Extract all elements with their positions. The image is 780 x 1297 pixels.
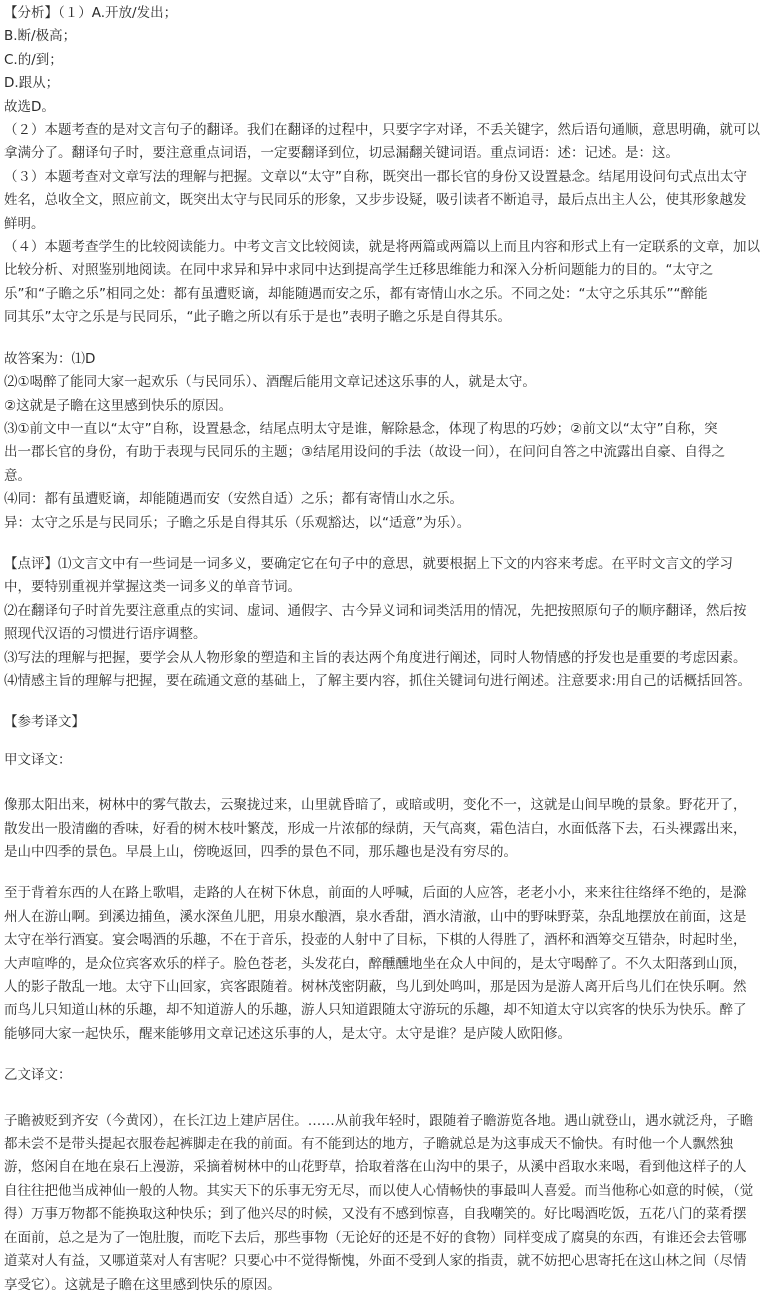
yi-line: 得）万事万物都不能换取这种快乐；到了他兴尽的时候，又没有不感到惊喜，自我嘲笑的。好比喝酒吃饭，五花八门的菜肴摆: [4, 1206, 747, 1223]
spacer: [4, 1046, 768, 1064]
jia-line: 州人在游山啊。到溪边捕鱼，溪水深鱼儿肥，用泉水酿酒，泉水香甜，酒水清澈，山中的野味野菜，杂乱地摆放在前面，这是: [4, 908, 747, 925]
jia-line: 太守在举行酒宴。宴会喝酒的乐趣，不在于音乐，投壶的人射中了目标，下棋的人得胜了，酒杯和酒筹交互错杂，时起时坐，: [4, 932, 747, 949]
reference-heading: 【参考译文】: [4, 714, 85, 731]
analysis-line: D.跟从；: [4, 75, 60, 92]
analysis-line: 鲜明。: [4, 215, 45, 232]
spacer: [4, 330, 768, 348]
analysis-line: C.的/到；: [4, 51, 63, 68]
jia-heading: 甲文译文：: [4, 751, 72, 768]
jia-line: 至于背着东西的人在路上歌唱，走路的人在树下休息，前面的人呼喊，后面的人应答，老老小小，来来往往络绎不绝的，是滁: [4, 885, 747, 902]
answer-line: ⑷同：都有虽遭贬谪，却能随遇而安（安然自适）之乐；都有寄情山水之乐。: [4, 491, 463, 508]
analysis-line: 乐”和“子瞻之乐”相同之处：都有虽遭贬谪，却能随遇而安之乐，都有寄情山水之乐。不同之处：“太守之乐其乐”“醉能: [4, 285, 708, 302]
yi-line: 享受它）。这就是子瞻在这里感到快乐的原因。: [4, 1276, 281, 1293]
yi-line: 自往往把他当成神仙一般的人物。其实天下的乐事无穷无尽，而以使人心情畅快的事最叫人喜爱。而当他称心如意的时候，（觉: [4, 1182, 754, 1199]
comment-line: ⑶写法的理解与把握，要学会从人物形象的塑造和主旨的表达两个角度进行阐述，同时人物情感的抒发也是重要的考虑因素。: [4, 649, 747, 666]
comment-line: 【点评】⑴文言文中有一些词是一词多义，要确定它在句子中的意思，就要根据上下文的内容来考虑。在平时文言文的学习: [4, 555, 733, 572]
answer-section: [4, 348, 768, 535]
analysis-line: （４）本题考查学生的比较阅读能力。中考文言文比较阅读，就是将两篇或两篇以上而且内容和形式上有一定联系的文章，加以: [4, 239, 760, 256]
jia-line: 而鸟儿只知道山林的乐趣，却不知道游人的乐趣，游人只知道跟随太守游玩的乐趣，却不知道太守以宾客的快乐为快乐。醉了: [4, 1002, 747, 1019]
spacer: [4, 693, 768, 711]
jia-line: 人的影子散乱一地。太守下山回家，宾客跟随着。树林茂密阴蔽，鸟儿到处鸣叫，那是因为是游人离开后鸟儿们在快乐啊。然: [4, 979, 747, 996]
answer-line: 出一郡长官的身份，有助于表现与民同乐的主题；③结尾用设问的手法（故设一问），在问问自答之中流露出自豪、自得之: [4, 444, 725, 461]
yi-heading: 乙文译文：: [4, 1067, 72, 1084]
answer-line: ②这就是子瞻在这里感到快乐的原因。: [4, 397, 233, 414]
jia-line: 是山中四季的景色。早晨上山，傍晚返回，四季的景色不同，那乐趣也是没有穷尽的。: [4, 844, 517, 860]
analysis-line: （２）本题考查的是对文言句子的翻译。我们在翻译的过程中，只要字字对译，不丢关键字，然后语句通顺，意思明确，就可以: [4, 122, 760, 139]
jia-line: 能够同大家一起快乐，醒来能够用文章记述这乐事的人，是太守。太守是谁？是庐陵人欧阳修。: [4, 1025, 571, 1042]
reference-section: [4, 711, 768, 1297]
answer-line: 故答案为：⑴D: [4, 350, 96, 367]
comment-line: ⑷情感主旨的理解与把握，要在疏通文意的基础上，了解主要内容，抓住关键词句进行阐述。注意要求:用自己的话概括回答。: [4, 672, 752, 689]
jia-paragraph-1: [4, 794, 768, 864]
yi-line: 游，悠闲自在地在泉石上漫游，采摘着树林中的山花野草，拾取着落在山沟中的果子，从溪中舀取水来喝，看到他这样子的人: [4, 1159, 747, 1176]
yi-line: 子瞻被贬到齐安（今黄冈），在长江边上建庐居住。……从前我年轻时，跟随着子瞻游览各地。遇山就登山，遇水就泛舟，子瞻: [4, 1112, 754, 1129]
answer-line: 异：太守之乐是与民同乐；子瞻之乐是自得其乐（乐观豁达，以“适意”为乐）。: [4, 514, 471, 531]
answer-line: 意。: [4, 467, 31, 484]
analysis-line: 姓名，总收全文，照应前文，既突出太守与民同乐的形象，又步步设疑，吸引读者不断追寻，最后点出主人公，使其形象越发: [4, 192, 747, 209]
spacer: [4, 772, 768, 794]
spacer: [4, 735, 768, 749]
spacer: [4, 864, 768, 882]
analysis-section: [4, 2, 768, 330]
analysis-line: B.断/极高；: [4, 28, 77, 45]
spacer: [4, 535, 768, 553]
analysis-line: 【分析】（１）A.开放/发出；: [4, 5, 178, 21]
comment-line: 中，要特别重视并掌握这类一词多义的单音节词。: [4, 579, 301, 596]
yi-line: 道菜对人有益，又哪道菜对人有害呢？只要心中不觉得惭愧，外面不受到人家的指责，就不妨把心思寄托在这山林之间（尽情: [4, 1253, 747, 1270]
yi-line: 在面前，总之是为了一饱肚腹，而吃下去后，那些事物（无论好的还是不好的食物）同样变成了腐臭的东西，有谁还会去管哪: [4, 1229, 747, 1246]
answer-line: ⑶①前文中一直以“太守”自称，设置悬念，结尾点明太守是谁，解除悬念，体现了构思的巧妙；②前文以“太守”自称，突: [4, 420, 718, 437]
analysis-line: （３）本题考查对文章写法的理解与把握。文章以“太守”自称，既突出一郡长官的身份又设置悬念。结尾用设问句式点出太守: [4, 168, 747, 185]
jia-line: 散发出一股清幽的香味，好看的树木枝叶繁茂，形成一片浓郁的绿荫，天气高爽，霜色洁白，水面低落下去，石头裸露出来，: [4, 820, 747, 837]
analysis-line: 同其乐”太守之乐是与民同乐，“此子瞻之所以有乐于是也”表明子瞻之乐是自得其乐。: [4, 309, 511, 326]
spacer: [4, 1088, 768, 1110]
yi-paragraph-1: [4, 1110, 768, 1297]
comment-line: ⑵在翻译句子时首先要注意重点的实词、虚词、通假字、古今异义词和词类活用的情况，先把按照原句子的顺序翻译，然后按: [4, 602, 747, 619]
yi-line: 都未尝不是带头提起衣服卷起裤脚走在我的前面。有不能到达的地方，子瞻就总是为这事成天不愉快。有时他一个人飘然独: [4, 1136, 733, 1153]
comment-line: 照现代汉语的习惯进行语序调整。: [4, 626, 207, 643]
analysis-line: 故选D。: [4, 98, 55, 115]
comment-section: [4, 553, 768, 693]
analysis-line: 拿满分了。翻译句子时，要注意重点词语，一定要翻译到位，切忌漏翻关键词语。重点词语：述：记述。是：这。: [4, 145, 679, 162]
answer-line: ⑵①喝醉了能同大家一起欢乐（与民同乐）、酒醒后能用文章记述这乐事的人，就是太守。: [4, 374, 536, 391]
jia-paragraph-2: [4, 882, 768, 1046]
jia-line: 大声喧哗的，是众位宾客欢乐的样子。脸色苍老，头发花白，醉醺醺地坐在众人中间的，是太守喝醉了。不久太阳落到山顶，: [4, 955, 747, 972]
analysis-line: 比较分析、对照鉴别地阅读。在同中求异和异中求同中达到提高学生迁移思维能力和深入分析问题能力的目的。“太守之: [4, 262, 713, 279]
jia-line: 像那太阳出来，树林中的雾气散去，云聚拢过来，山里就昏暗了，或暗或明，变化不一，这就是山间早晚的景象。野花开了，: [4, 797, 747, 814]
